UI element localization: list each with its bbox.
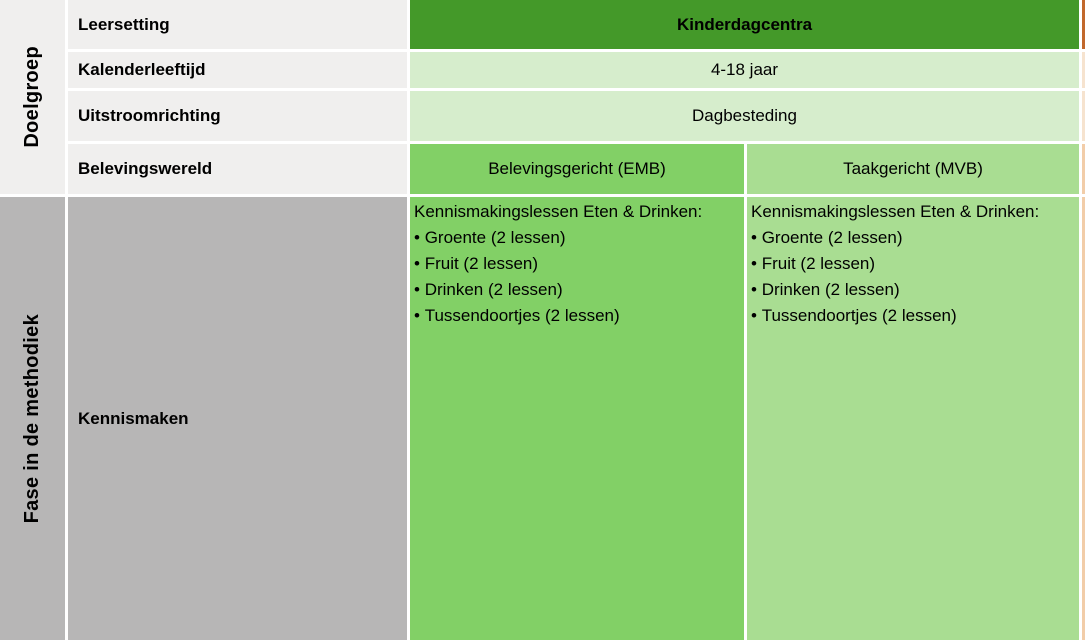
uitstroomrichting-value-cell <box>410 91 1079 141</box>
mvb-cell-title: Kennismakingslessen Eten & Drinken: <box>751 202 1040 221</box>
belevingsgericht-emb-header: Belevingsgericht (EMB) <box>488 159 666 178</box>
belevingsgericht-emb-header-cell <box>410 144 744 194</box>
mvb-bullet-item: • Drinken (2 lessen) <box>751 277 1075 303</box>
emb-bullet-item: • Tussendoortjes (2 lessen) <box>414 303 740 329</box>
kennismaken-emb-content-cell <box>410 197 744 640</box>
taakgericht-mvb-header-cell <box>747 144 1079 194</box>
mvb-bullet-item: • Fruit (2 lessen) <box>751 251 1075 277</box>
leersetting-value: Kinderdagcentra <box>676 14 813 34</box>
belevingswereld-label-cell <box>68 144 407 194</box>
emb-bullet-item: • Drinken (2 lessen) <box>414 277 740 303</box>
leersetting-label-cell <box>68 0 407 49</box>
doelgroep-vertical-header <box>0 0 65 194</box>
kennismaken-label: Kennismaken <box>78 408 189 428</box>
kalenderleeftijd-label-cell <box>68 52 407 88</box>
taakgericht-mvb-header: Taakgericht (MVB) <box>843 159 983 178</box>
emb-cell-title: Kennismakingslessen Eten & Drinken: <box>414 202 703 221</box>
kalenderleeftijd-value: 4-18 jaar <box>710 60 779 79</box>
doelgroep-vertical-header-label: Doelgroep <box>21 46 43 148</box>
emb-bullet-item: • Fruit (2 lessen) <box>414 251 740 277</box>
belevingswereld-label: Belevingswereld <box>78 159 213 178</box>
uitstroomrichting-label-cell <box>68 91 407 141</box>
fase-vertical-header <box>0 197 65 640</box>
mvb-bullet-item: • Tussendoortjes (2 lessen) <box>751 303 1075 329</box>
kennismaken-label-cell <box>68 197 407 640</box>
leersetting-value-cell <box>410 0 1079 49</box>
kalenderleeftijd-value-cell <box>410 52 1079 88</box>
uitstroomrichting-value: Dagbesteding <box>692 106 797 125</box>
kalenderleeftijd-label: Kalenderleeftijd <box>78 60 206 79</box>
leersetting-label: Leersetting <box>78 14 170 34</box>
kennismaken-mvb-content-cell <box>747 197 1079 640</box>
emb-bullet-list <box>414 225 740 329</box>
mvb-bullet-item: • Groente (2 lessen) <box>751 225 1075 251</box>
fase-vertical-header-label: Fase in de methodiek <box>21 313 43 524</box>
emb-bullet-item: • Groente (2 lessen) <box>414 225 740 251</box>
mvb-bullet-list <box>751 225 1075 329</box>
uitstroomrichting-label: Uitstroomrichting <box>78 106 221 125</box>
